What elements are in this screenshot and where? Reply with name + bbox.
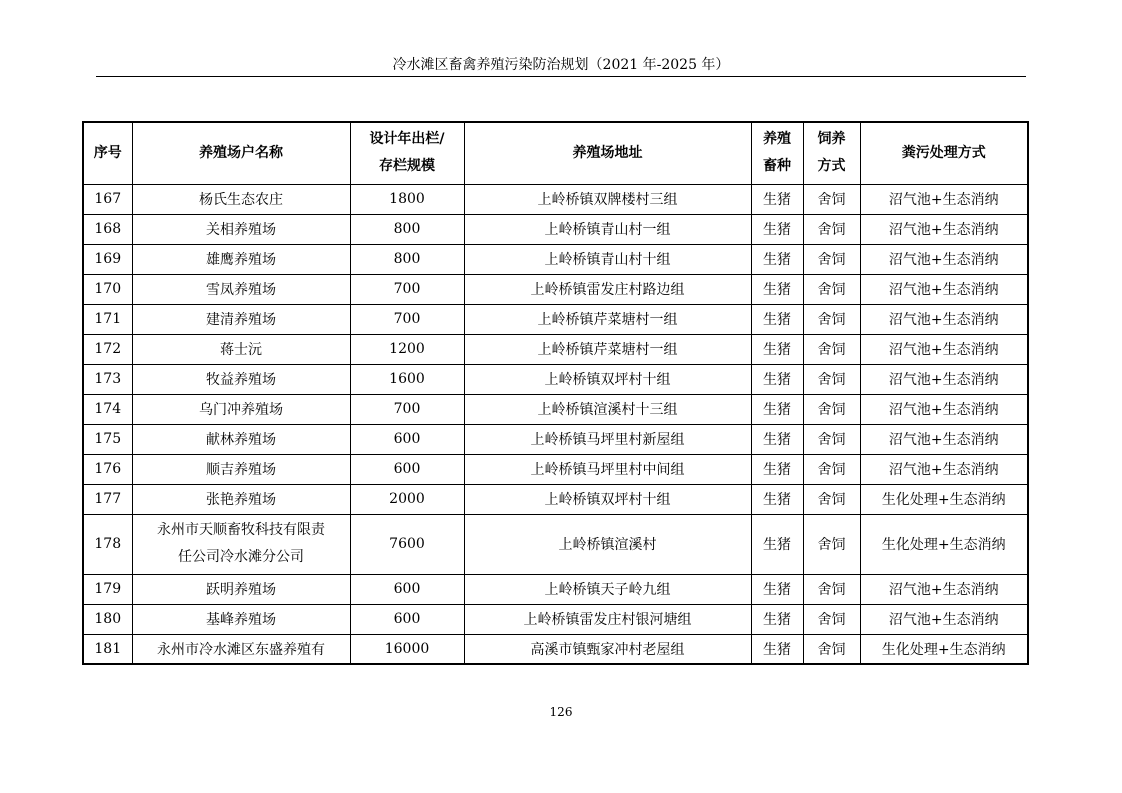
- cell-species: 生猪: [751, 454, 803, 484]
- cell-species: 生猪: [751, 274, 803, 304]
- table-row: [83, 634, 1028, 664]
- table-row: [83, 394, 1028, 424]
- cell-scale: 1600: [350, 364, 464, 394]
- cell-scale: 600: [350, 574, 464, 604]
- cell-scale: 800: [350, 214, 464, 244]
- cell-seq: 177: [83, 484, 132, 514]
- cell-treatment: 沼气池+生态消纳: [860, 364, 1028, 394]
- cell-feeding: 舍饲: [803, 334, 860, 364]
- cell-seq: 174: [83, 394, 132, 424]
- cell-feeding: 舍饲: [803, 184, 860, 214]
- cell-treatment: 生化处理+生态消纳: [860, 514, 1028, 574]
- cell-address: 上岭桥镇芹菜塘村一组: [464, 304, 751, 334]
- cell-name: 牧益养殖场: [132, 364, 350, 394]
- cell-treatment: 沼气池+生态消纳: [860, 574, 1028, 604]
- cell-seq: 178: [83, 514, 132, 574]
- table-row: [83, 334, 1028, 364]
- cell-seq: 170: [83, 274, 132, 304]
- cell-species: 生猪: [751, 304, 803, 334]
- cell-feeding: 舍饲: [803, 484, 860, 514]
- table-row: [83, 364, 1028, 394]
- cell-treatment: 沼气池+生态消纳: [860, 274, 1028, 304]
- cell-address: 上岭桥镇青山村十组: [464, 244, 751, 274]
- cell-feeding: 舍饲: [803, 604, 860, 634]
- cell-scale: 600: [350, 454, 464, 484]
- cell-name: 基峰养殖场: [132, 604, 350, 634]
- cell-scale: 600: [350, 424, 464, 454]
- cell-species: 生猪: [751, 334, 803, 364]
- cell-scale: 2000: [350, 484, 464, 514]
- cell-seq: 168: [83, 214, 132, 244]
- table-header-row: [83, 122, 1028, 184]
- table-row: [83, 214, 1028, 244]
- cell-seq: 179: [83, 574, 132, 604]
- cell-scale: 1800: [350, 184, 464, 214]
- cell-seq: 171: [83, 304, 132, 334]
- cell-treatment: 沼气池+生态消纳: [860, 184, 1028, 214]
- col-header-treatment: 粪污处理方式: [860, 122, 1028, 184]
- cell-address: 上岭桥镇天子岭九组: [464, 574, 751, 604]
- cell-species: 生猪: [751, 574, 803, 604]
- cell-treatment: 沼气池+生态消纳: [860, 334, 1028, 364]
- cell-name: 张艳养殖场: [132, 484, 350, 514]
- col-header-scale: 设计年出栏/ 存栏规模: [350, 122, 464, 184]
- cell-treatment: 生化处理+生态消纳: [860, 484, 1028, 514]
- cell-address: 上岭桥镇双牌楼村三组: [464, 184, 751, 214]
- cell-scale: 700: [350, 304, 464, 334]
- col-header-address: 养殖场地址: [464, 122, 751, 184]
- cell-species: 生猪: [751, 244, 803, 274]
- table-row: [83, 574, 1028, 604]
- cell-seq: 176: [83, 454, 132, 484]
- table-row: [83, 424, 1028, 454]
- table-row: [83, 514, 1028, 574]
- cell-feeding: 舍饲: [803, 424, 860, 454]
- table-row: [83, 244, 1028, 274]
- cell-treatment: 沼气池+生态消纳: [860, 424, 1028, 454]
- cell-species: 生猪: [751, 484, 803, 514]
- table-body: [83, 184, 1028, 664]
- cell-species: 生猪: [751, 184, 803, 214]
- cell-address: 上岭桥镇双坪村十组: [464, 364, 751, 394]
- running-header: 冷水滩区畜禽养殖污染防治规划（2021 年-2025 年）: [392, 57, 730, 73]
- cell-address: 上岭桥镇马坪里村新屋组: [464, 424, 751, 454]
- cell-feeding: 舍饲: [803, 244, 860, 274]
- cell-name: 雄鹰养殖场: [132, 244, 350, 274]
- cell-feeding: 舍饲: [803, 214, 860, 244]
- cell-feeding: 舍饲: [803, 634, 860, 664]
- cell-treatment: 沼气池+生态消纳: [860, 394, 1028, 424]
- cell-species: 生猪: [751, 514, 803, 574]
- cell-address: 上岭桥镇双坪村十组: [464, 484, 751, 514]
- col-header-name: 养殖场户名称: [132, 122, 350, 184]
- cell-seq: 173: [83, 364, 132, 394]
- col-header-feeding: 饲养 方式: [803, 122, 860, 184]
- cell-seq: 172: [83, 334, 132, 364]
- cell-seq: 180: [83, 604, 132, 634]
- col-header-seq: 序号: [83, 122, 132, 184]
- table-row: [83, 184, 1028, 214]
- cell-feeding: 舍饲: [803, 364, 860, 394]
- cell-treatment: 沼气池+生态消纳: [860, 454, 1028, 484]
- cell-address: 上岭桥镇雷发庄村路边组: [464, 274, 751, 304]
- cell-species: 生猪: [751, 424, 803, 454]
- cell-species: 生猪: [751, 364, 803, 394]
- cell-treatment: 沼气池+生态消纳: [860, 244, 1028, 274]
- table-row: [83, 484, 1028, 514]
- cell-scale: 1200: [350, 334, 464, 364]
- cell-treatment: 沼气池+生态消纳: [860, 214, 1028, 244]
- cell-name: 雪凤养殖场: [132, 274, 350, 304]
- cell-scale: 700: [350, 274, 464, 304]
- cell-feeding: 舍饲: [803, 514, 860, 574]
- cell-feeding: 舍饲: [803, 304, 860, 334]
- cell-treatment: 沼气池+生态消纳: [860, 304, 1028, 334]
- cell-seq: 175: [83, 424, 132, 454]
- cell-name: 关相养殖场: [132, 214, 350, 244]
- cell-scale: 16000: [350, 634, 464, 664]
- table-row: [83, 604, 1028, 634]
- cell-species: 生猪: [751, 604, 803, 634]
- cell-treatment: 沼气池+生态消纳: [860, 604, 1028, 634]
- cell-species: 生猪: [751, 394, 803, 424]
- cell-feeding: 舍饲: [803, 274, 860, 304]
- col-header-species: 养殖 畜种: [751, 122, 803, 184]
- cell-feeding: 舍饲: [803, 574, 860, 604]
- cell-name: 蒋士沅: [132, 334, 350, 364]
- cell-feeding: 舍饲: [803, 394, 860, 424]
- header-rule: [96, 76, 1026, 77]
- farm-table: [82, 121, 1029, 665]
- cell-scale: 600: [350, 604, 464, 634]
- cell-scale: 700: [350, 394, 464, 424]
- cell-seq: 167: [83, 184, 132, 214]
- table-row: [83, 304, 1028, 334]
- cell-address: 上岭桥镇渲溪村: [464, 514, 751, 574]
- page-number: 126: [549, 705, 573, 719]
- cell-scale: 800: [350, 244, 464, 274]
- cell-address: 上岭桥镇芹菜塘村一组: [464, 334, 751, 364]
- cell-seq: 169: [83, 244, 132, 274]
- table-row: [83, 274, 1028, 304]
- cell-name: 永州市冷水滩区东盛养殖有: [132, 634, 350, 664]
- cell-name: 建清养殖场: [132, 304, 350, 334]
- cell-address: 上岭桥镇雷发庄村银河塘组: [464, 604, 751, 634]
- cell-name: 顺吉养殖场: [132, 454, 350, 484]
- cell-address: 上岭桥镇青山村一组: [464, 214, 751, 244]
- cell-scale: 7600: [350, 514, 464, 574]
- cell-name: 献林养殖场: [132, 424, 350, 454]
- cell-seq: 181: [83, 634, 132, 664]
- cell-name: 乌门冲养殖场: [132, 394, 350, 424]
- cell-species: 生猪: [751, 634, 803, 664]
- cell-treatment: 生化处理+生态消纳: [860, 634, 1028, 664]
- cell-address: 上岭桥镇马坪里村中间组: [464, 454, 751, 484]
- cell-name: 杨氏生态农庄: [132, 184, 350, 214]
- cell-species: 生猪: [751, 214, 803, 244]
- table-row: [83, 454, 1028, 484]
- cell-address: 高溪市镇甄家冲村老屋组: [464, 634, 751, 664]
- cell-name: 永州市天顺畜牧科技有限责 任公司冷水滩分公司: [132, 514, 350, 574]
- cell-name: 跃明养殖场: [132, 574, 350, 604]
- cell-address: 上岭桥镇渲溪村十三组: [464, 394, 751, 424]
- cell-feeding: 舍饲: [803, 454, 860, 484]
